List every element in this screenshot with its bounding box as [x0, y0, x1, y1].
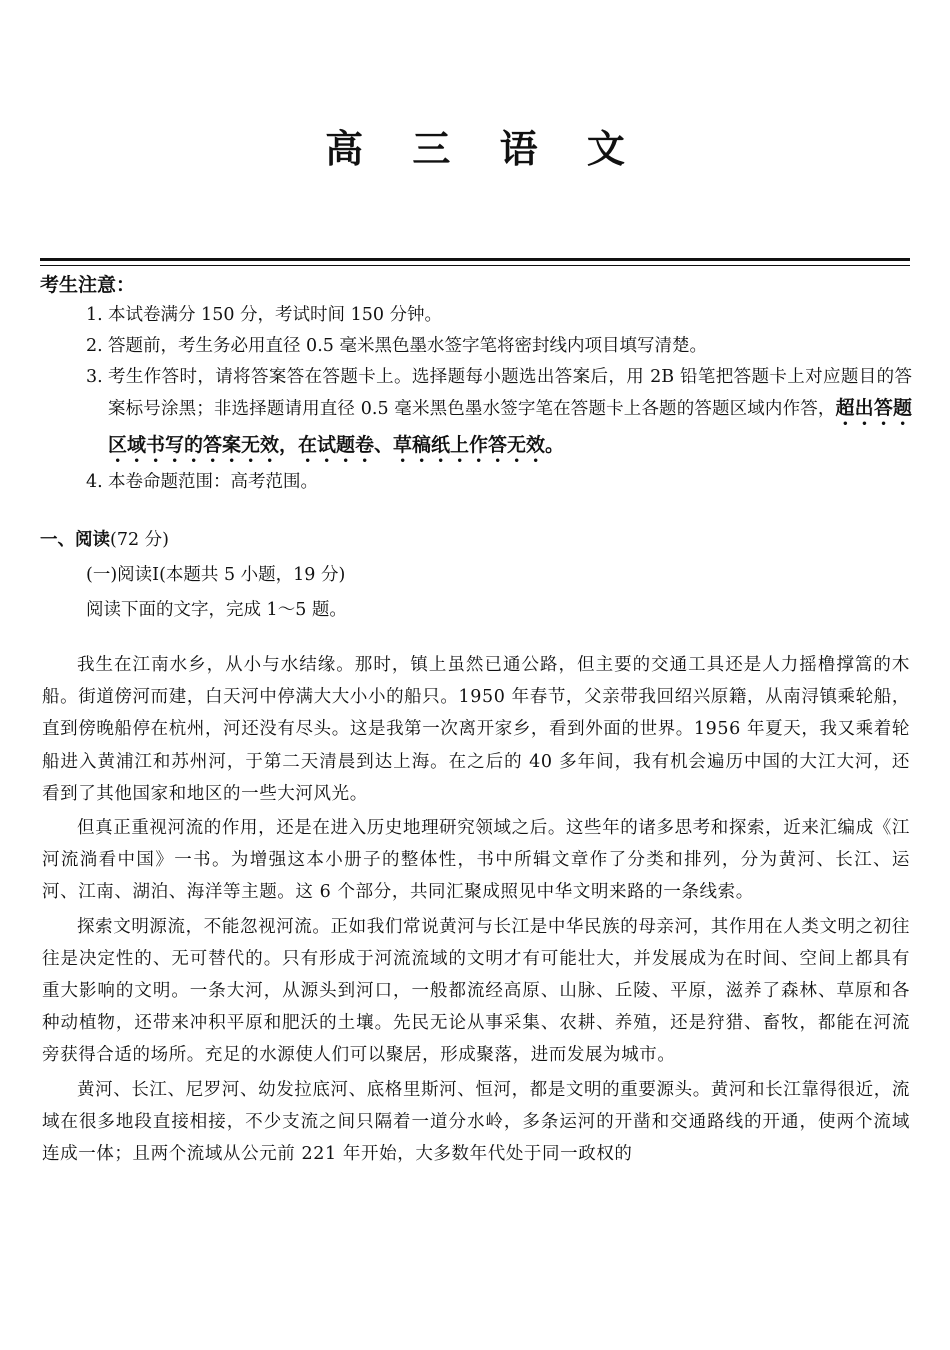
notice-item: [86, 362, 912, 467]
notice-item-text: 答题前，考生务必用直径 0.5 毫米黑色墨水签字笔将密封线内项目填写清楚。: [108, 336, 707, 356]
notice-item: [86, 467, 912, 498]
passage-paragraph: 但真正重视河流的作用，还是在进入历史地理研究领域之后。这些年的诸多思考和探索，近来汇编成《江河流淌看中国》一书。为增强这本小册子的整体性，书中所辑文章作了分类和排列，分为黄河、长江、运河、江南、湖泊、海洋等主题。这 6 个部分，共同汇聚成照见中华文明来路的一条线索。: [42, 818, 910, 903]
notice-item: [86, 331, 912, 362]
section-instruction: 阅读下面的文字，完成 1～5 题。: [86, 600, 347, 620]
notice-item-text-group: [108, 362, 912, 467]
header-rule-thin: [40, 265, 910, 266]
notice-heading: 考生注意：: [40, 274, 136, 296]
notice-item-number: 1.: [86, 305, 103, 325]
notice-item-text: 本试卷满分 150 分，考试时间 150 分钟。: [108, 305, 443, 325]
section-heading-score: (72 分): [110, 530, 169, 550]
notice-item: [86, 300, 912, 331]
section-heading-title: 一、阅读: [40, 530, 110, 550]
reading-passage: [42, 649, 910, 1172]
passage-paragraph: 我生在江南水乡，从小与水结缘。那时，镇上虽然已通公路，但主要的交通工具还是人力摇橹撑篙的木船。街道傍河而建，白天河中停满大大小小的船只。1950 年春节，父亲带我回绍兴原籍，从南浔镇乘轮船，直到傍晚船停在杭州，河还没有尽头。这是我第一次离开家乡，看到外面的世界。1956 年夏天，我又乘着轮船进入黄浦江和苏州河，于第二天清晨到达上海。在之后的 40 多年间，我有机会遍历中国的大江大河，还看到了其他国家和地区的一些大河风光。: [42, 655, 910, 804]
notice-item-text: 考生作答时，请将答案答在答题卡上。选择题每小题选出答案后，用 2B 铅笔把答题卡上对应题目的答案标号涂黑；非选择题请用直径 0.5 毫米黑色墨水签字笔在答题卡上各题的答题区域内作答，: [108, 367, 912, 419]
header-rule-thick: [40, 258, 910, 261]
notice-list: [86, 300, 912, 498]
section-subheading: (一)阅读Ⅰ(本题共 5 小题，19 分): [86, 565, 346, 585]
section-heading: [40, 526, 169, 551]
notice-item-text: 本卷命题范围：高考范围。: [108, 472, 318, 492]
passage-paragraph: 探索文明源流，不能忽视河流。正如我们常说黄河与长江是中华民族的母亲河，其作用在人类文明之初往往是决定性的、无可替代的。只有形成于河流流域的文明才有可能壮大，并发展成为在时间、空间上都具有重大影响的文明。一条大河，从源头到河口，一般都流经高原、山脉、丘陵、平原，滋养了森林、草原和各种动植物，还带来冲积平原和肥沃的土壤。先民无论从事采集、农耕、养殖，还是狩猎、畜牧，都能在河流旁获得合适的场所。充足的水源使人们可以聚居，形成聚落，进而发展为城市。: [42, 916, 910, 1066]
notice-item-number: 4.: [86, 472, 103, 492]
notice-emphasis-text: 超出答题区域书写的答案无效，在试题卷、草稿纸上作答无效。: [108, 397, 912, 456]
notice-item-number: 3.: [86, 367, 103, 387]
notice-item-number: 2.: [86, 336, 103, 356]
passage-paragraph: 黄河、长江、尼罗河、幼发拉底河、底格里斯河、恒河，都是文明的重要源头。黄河和长江靠得很近，流域在很多地段直接相接，不少支流之间只隔着一道分水岭，多条运河的开凿和交通路线的开通，使两个流域连成一体；且两个流域从公元前 221 年开始，大多数年代处于同一政权的: [42, 1079, 910, 1165]
page-title: 高 三 语 文: [325, 127, 643, 171]
